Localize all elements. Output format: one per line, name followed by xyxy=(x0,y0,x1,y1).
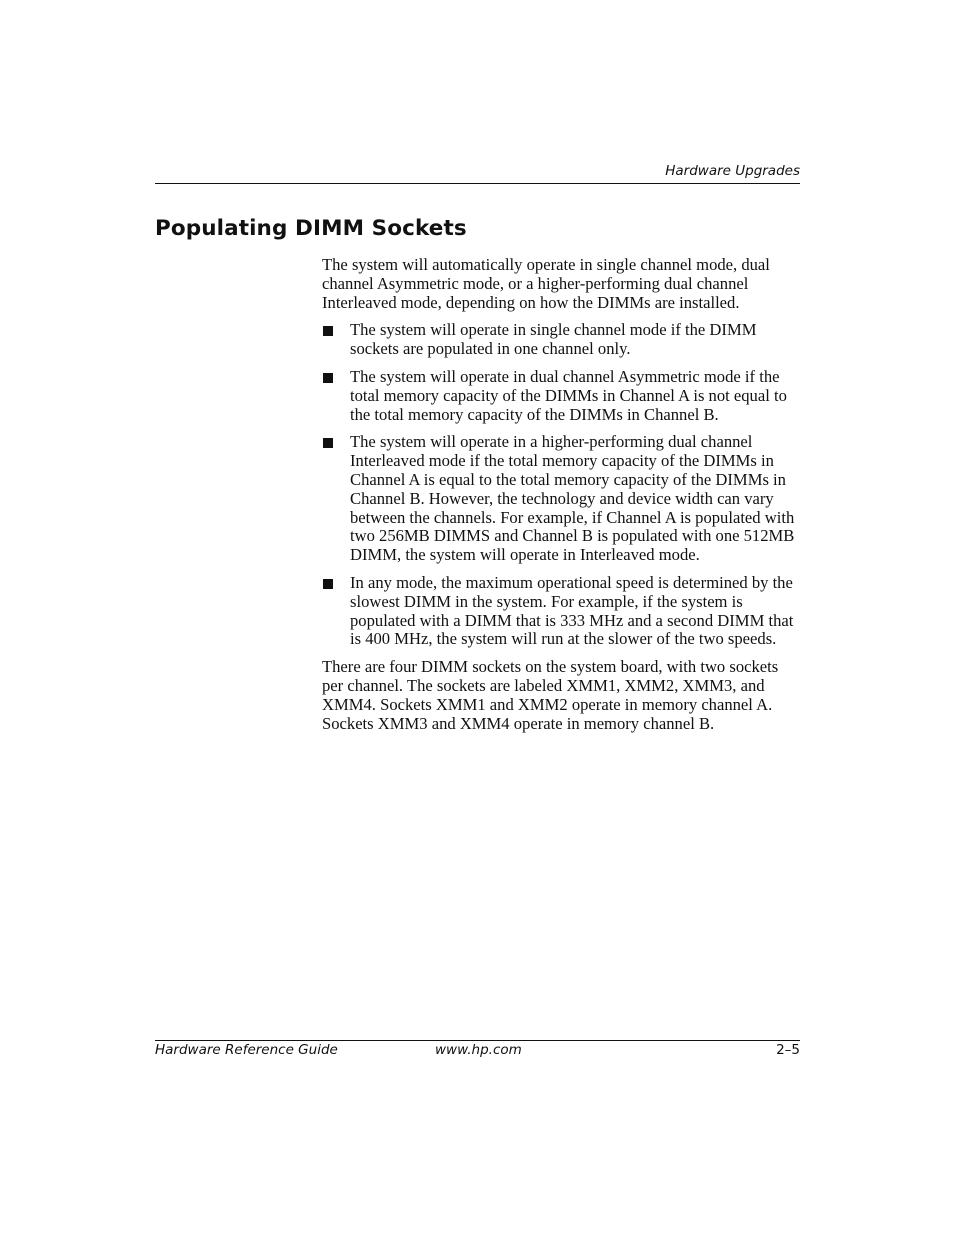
header-divider xyxy=(155,183,800,184)
list-item xyxy=(322,321,800,359)
list-item-text: The system will operate in single channel mode if the DIMM sockets are populated in one channel only. xyxy=(350,320,757,359)
list-item xyxy=(322,433,800,565)
list-item-text: The system will operate in dual channel Asymmetric mode if the total memory capacity of the DIMMs in Channel A is not equal to the total memory capacity of the DIMMs in Channel B. xyxy=(350,366,787,424)
mode-bullet-list xyxy=(322,321,800,649)
section-title: Populating DIMM Sockets xyxy=(155,216,467,241)
list-item-text: In any mode, the maximum operational speed is determined by the slowest DIMM in the system. For example, if the system is populated with a DIMM that is 333 MHz and a second DIMM that is 400 MHz, the system will run at the slower of the two speeds. xyxy=(350,572,794,649)
list-item xyxy=(322,368,800,424)
footer-website-link[interactable]: www.hp.com xyxy=(435,1042,522,1058)
list-item xyxy=(322,574,800,649)
closing-paragraph: There are four DIMM sockets on the system board, with two sockets per channel. The sockets are labeled XMM1, XMM2, XMM3, and XMM4. Sockets XMM1 and XMM2 operate in memory channel A. Sockets XMM3 and XMM4 operate in memory channel B. xyxy=(322,657,779,733)
footer-guide-title: Hardware Reference Guide xyxy=(155,1042,338,1058)
square-bullet-icon xyxy=(323,373,333,383)
running-header: Hardware Upgrades xyxy=(665,163,800,179)
square-bullet-icon xyxy=(323,438,333,448)
list-item-text: The system will operate in a higher-performing dual channel Interleaved mode if the total memory capacity of the DIMMs in Channel A is equal to the total memory capacity of the DIMMs in Channel B. However, the technology and device width can vary between the channels. For example, if Channel A is populated with two 256MB DIMMS and Channel B is populated with one 512MB DIMM, the system will operate in Interleaved mode. xyxy=(350,432,795,565)
section-body xyxy=(322,256,800,733)
page-number: 2–5 xyxy=(776,1042,800,1058)
intro-paragraph: The system will automatically operate in single channel mode, dual channel Asymmetric mode, or a higher-performing dual channel Interleaved mode, depending on how the DIMMs are installed. xyxy=(322,255,770,312)
square-bullet-icon xyxy=(323,326,333,336)
square-bullet-icon xyxy=(323,579,333,589)
